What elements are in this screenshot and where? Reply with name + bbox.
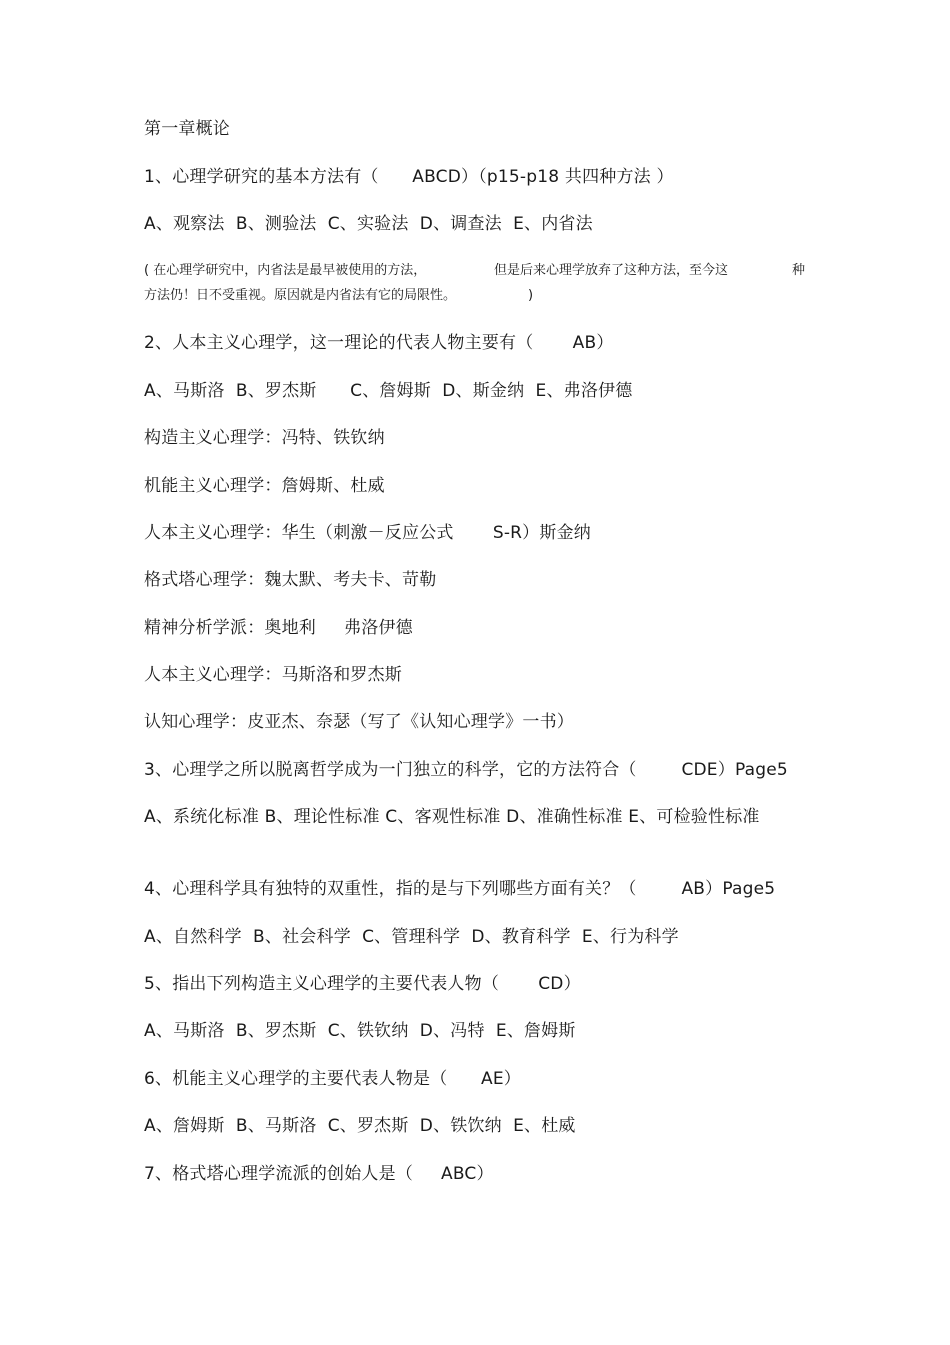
question-5: 5、指出下列构造主义心理学的主要代表人物（ CD） <box>144 974 581 994</box>
question-3-options: A、系统化标准 B、理论性标准 C、客观性标准 D、准确性标准 E、可检验性标准 <box>144 807 760 827</box>
question-6: 6、机能主义心理学的主要代表人物是（ AE） <box>144 1069 522 1089</box>
question-5-options: A、马斯洛 B、罗杰斯 C、铁钦纳 D、冯特 E、詹姆斯 <box>144 1021 576 1041</box>
question-7: 7、格式塔心理学流派的创始人是（ ABC） <box>144 1164 494 1184</box>
note-line-2: 方法仍！日不受重视。原因就是内省法有它的局限性。 <box>144 288 457 303</box>
school-cognitive: 认知心理学：皮亚杰、奈瑟（写了《认知心理学》一书） <box>144 712 574 732</box>
school-humanism-1: 人本主义心理学：华生（刺激－反应公式 S-R）斯金纳 <box>144 523 591 543</box>
school-humanism-2: 人本主义心理学：马斯洛和罗杰斯 <box>144 665 402 685</box>
school-gestalt: 格式塔心理学：魏太默、考夫卡、苛勒 <box>144 570 437 590</box>
question-3: 3、心理学之所以脱离哲学成为一门独立的科学，它的方法符合（ CDE）Page5 <box>144 760 788 780</box>
question-1: 1、心理学研究的基本方法有（ ABCD）（p15-p18 共四种方法 ） <box>144 167 674 187</box>
school-structuralism: 构造主义心理学：冯特、铁钦纳 <box>144 428 385 448</box>
question-6-options: A、詹姆斯 B、马斯洛 C、罗杰斯 D、铁饮纳 E、杜威 <box>144 1116 576 1136</box>
school-psychoanalysis: 精神分析学派：奥地利 弗洛伊德 <box>144 618 413 638</box>
note-line-1-part-2: 但是后来心理学放弃了这种方法，至今这 <box>494 263 729 278</box>
note-line-1-part-1: ( 在心理学研究中，内省法是最早被使用的方法， <box>144 263 427 278</box>
question-2: 2、人本主义心理学，这一理论的代表人物主要有（ AB） <box>144 333 614 353</box>
question-4-options: A、自然科学 B、社会科学 C、管理科学 D、教育科学 E、行为科学 <box>144 927 679 947</box>
question-4: 4、心理科学具有独特的双重性，指的是与下列哪些方面有关？（ AB）Page5 <box>144 879 776 899</box>
school-functionalism: 机能主义心理学：詹姆斯、杜威 <box>144 476 385 496</box>
note-line-1-part-3: 种 <box>792 263 806 278</box>
chapter-title: 第一章概论 <box>144 119 230 139</box>
question-1-options: A、观察法 B、测验法 C、实验法 D、调查法 E、内省法 <box>144 214 593 234</box>
question-2-options: A、马斯洛 B、罗杰斯 C、詹姆斯 D、斯金纳 E、弗洛伊德 <box>144 381 633 401</box>
note-close-paren: ) <box>528 288 534 303</box>
